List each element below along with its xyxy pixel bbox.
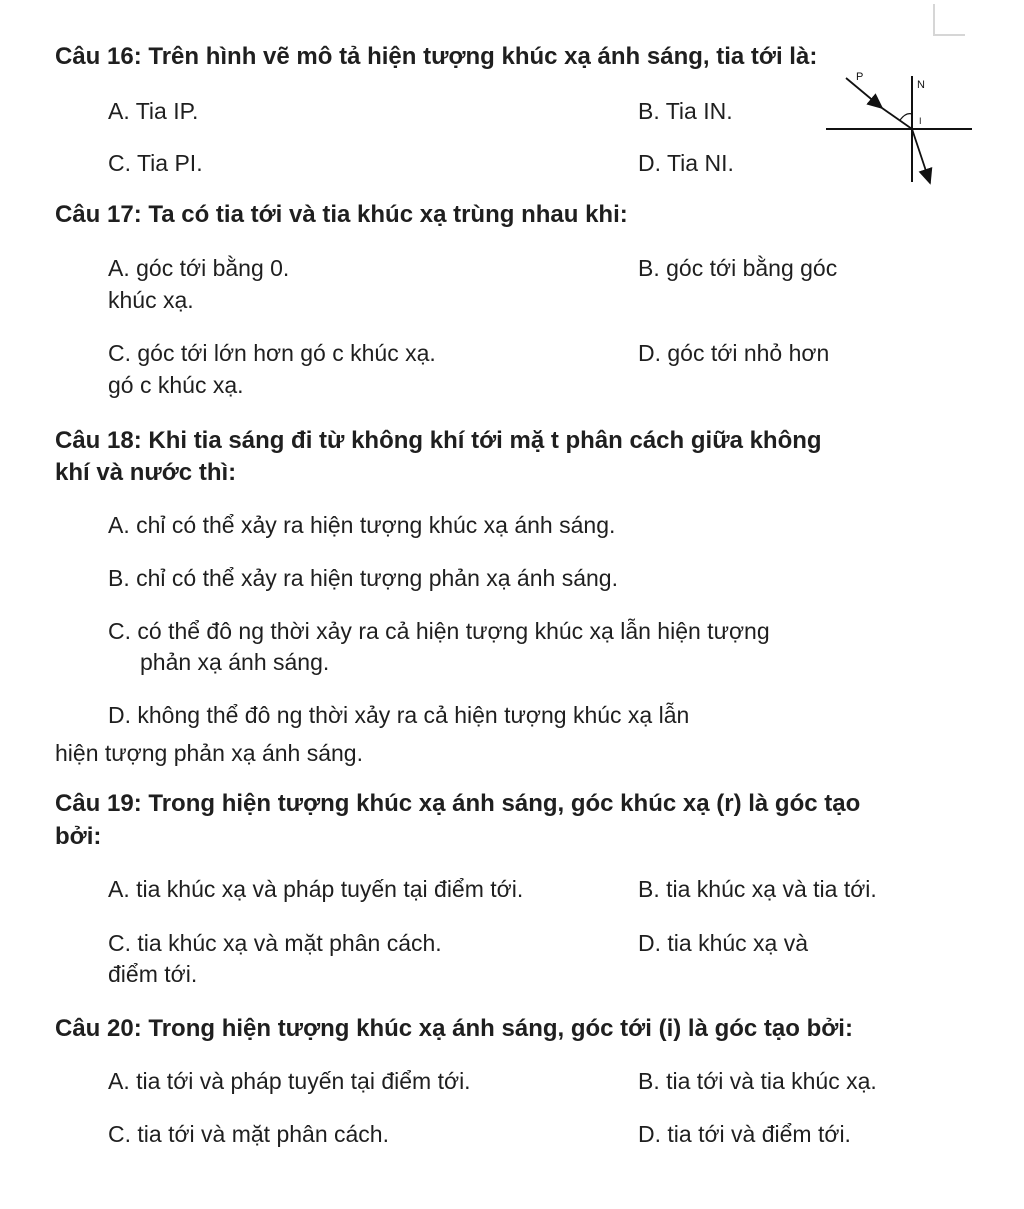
refraction-diagram bbox=[826, 68, 976, 188]
question-18-option-b: B. chỉ có thể xảy ra hiện tượng phản xạ ánh sáng. bbox=[108, 565, 618, 591]
question-18-option-d-line1: D. không thể đô ng thời xảy ra cả hiện tượng khúc xạ lẫn bbox=[108, 702, 690, 728]
question-18-title-line1: Câu 18: Khi tia sáng đi từ không khí tới mặ t phân cách giữa không bbox=[55, 427, 822, 454]
question-18-option-a: A. chỉ có thể xảy ra hiện tượng khúc xạ ánh sáng. bbox=[108, 512, 616, 538]
label-i: I bbox=[919, 116, 922, 126]
question-19-option-b: B. tia khúc xạ và tia tới. bbox=[638, 876, 877, 902]
question-20-title: Câu 20: Trong hiện tượng khúc xạ ánh sáng, góc tới (i) là góc tạo bởi: bbox=[55, 1015, 853, 1042]
question-16-option-b: B. Tia IN. bbox=[638, 98, 733, 124]
question-17-option-b-line1: B. góc tới bằng góc bbox=[638, 255, 838, 281]
question-19-title-line2: bởi: bbox=[55, 823, 102, 850]
question-16-title: Câu 16: Trên hình vẽ mô tả hiện tượng khúc xạ ánh sáng, tia tới là: bbox=[55, 43, 818, 70]
question-19-option-a: A. tia khúc xạ và pháp tuyến tại điểm tới. bbox=[108, 876, 524, 902]
question-18-option-d-line2: hiện tượng phản xạ ánh sáng. bbox=[55, 740, 363, 766]
question-17-option-b-line2: khúc xạ. bbox=[108, 287, 194, 313]
question-17-option-d-line2: gó c khúc xạ. bbox=[108, 372, 244, 398]
question-19-option-d-line1: D. tia khúc xạ và bbox=[638, 930, 809, 956]
question-17-title: Câu 17: Ta có tia tới và tia khúc xạ trùng nhau khi: bbox=[55, 201, 628, 228]
question-17-option-a: A. góc tới bằng 0. bbox=[108, 255, 290, 281]
question-17-option-c: C. góc tới lớn hơn gó c khúc xạ. bbox=[108, 340, 436, 366]
question-20-option-a: A. tia tới và pháp tuyến tại điểm tới. bbox=[108, 1068, 471, 1094]
question-18-option-c-line2: phản xạ ánh sáng. bbox=[140, 649, 330, 675]
angle-arc bbox=[900, 114, 912, 120]
question-18-title-line2: khí và nước thì: bbox=[55, 459, 237, 486]
question-20-option-c: C. tia tới và mặt phân cách. bbox=[108, 1121, 389, 1147]
question-18-option-c-line1: C. có thể đô ng thời xảy ra cả hiện tượng khúc xạ lẫn hiện tượng bbox=[108, 618, 770, 644]
page-corner-mark bbox=[933, 4, 965, 36]
question-19-title-line1: Câu 19: Trong hiện tượng khúc xạ ánh sáng, góc khúc xạ (r) là góc tạo bbox=[55, 790, 861, 817]
question-16-option-a: A. Tia IP. bbox=[108, 98, 199, 124]
question-20-option-b: B. tia tới và tia khúc xạ. bbox=[638, 1068, 877, 1094]
label-n: N bbox=[917, 79, 925, 91]
incident-ray-segment bbox=[882, 108, 912, 129]
question-16-option-d: D. Tia NI. bbox=[638, 150, 734, 176]
question-17-option-d-line1: D. góc tới nhỏ hơn bbox=[638, 340, 830, 366]
question-20-option-d: D. tia tới và điểm tới. bbox=[638, 1121, 851, 1147]
refracted-ray bbox=[912, 129, 930, 183]
incident-ray bbox=[846, 78, 882, 108]
question-16-option-c: C. Tia PI. bbox=[108, 150, 203, 176]
question-19-option-c: C. tia khúc xạ và mặt phân cách. bbox=[108, 930, 442, 956]
question-19-option-d-line2: điểm tới. bbox=[108, 961, 198, 987]
label-p: P bbox=[856, 71, 864, 83]
